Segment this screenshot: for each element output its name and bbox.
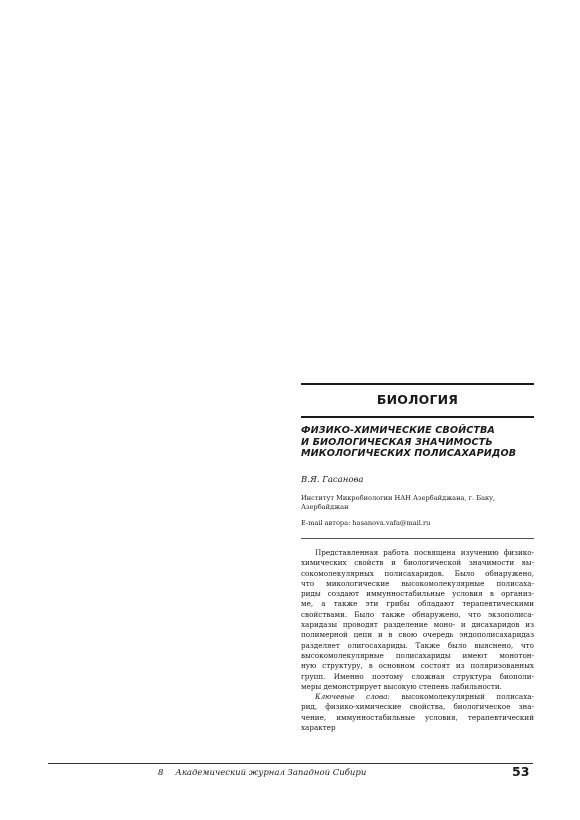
keywords-line bbox=[301, 692, 534, 702]
abstract-line: меры демонстрирует высокую степень лабильности. bbox=[301, 681, 502, 691]
abstract-line: высокомолекулярные полисахариды имеют монотон- bbox=[301, 650, 534, 660]
abstract-line: групп. Именно поэтому сложная структура биополи- bbox=[301, 671, 534, 681]
footer-journal-name: Академический журнал Западной Сибири bbox=[175, 768, 367, 778]
author-name: В.Я. Гасанова bbox=[301, 475, 364, 485]
abstract-line: химических свойств и биологической значимости вы- bbox=[301, 558, 534, 568]
footer-issue: 8 bbox=[158, 768, 164, 778]
section-heading: БИОЛОГИЯ bbox=[376, 392, 459, 407]
abstract-line: свойствами. Было также обнаружено, что экзополиса- bbox=[301, 609, 534, 619]
article-title bbox=[301, 425, 541, 460]
title-line: МИКОЛОГИЧЕСКИХ ПОЛИСАХАРИДОВ bbox=[301, 448, 517, 459]
abstract-rule bbox=[301, 538, 534, 539]
page-number: 53 bbox=[512, 764, 530, 779]
title-line: И БИОЛОГИЧЕСКАЯ ЗНАЧИМОСТЬ bbox=[301, 436, 493, 448]
keywords-line: характер bbox=[301, 723, 336, 733]
section-rule-bottom bbox=[301, 416, 534, 418]
abstract-line: полимерной цепи и в свою очередь эндополисахаридаз bbox=[301, 630, 534, 640]
affiliation-line: Азербайджан bbox=[301, 503, 349, 511]
section-rule-top bbox=[301, 383, 534, 385]
abstract-line: риды создают иммунностабильные условия в организ- bbox=[301, 589, 534, 599]
abstract-line: разделяет олигосахариды. Также было выяснено, что bbox=[301, 640, 534, 650]
abstract-line: харидазы проводят разделение моно- и дисахаридов из bbox=[301, 620, 534, 630]
keywords-line: рид, физико-химические свойства, биологическое зна- bbox=[301, 702, 534, 712]
affiliation-line: Институт Микробиологии НАН Азербайджана, г. Баку, bbox=[301, 494, 496, 502]
abstract-line: Представленная работа посвящена изучению физико- bbox=[315, 548, 534, 557]
author-email: E-mail автора: hasanova.vafa@mail.ru bbox=[301, 519, 431, 527]
abstract-line: сокомолекулярных полисахаридов. Было обнаружено, bbox=[301, 568, 534, 578]
keywords-line: чение, иммунностабильные условия, терапевтический bbox=[301, 712, 534, 722]
keywords-label: Ключевые слова: bbox=[315, 692, 390, 702]
footer-rule bbox=[48, 763, 533, 764]
footer-journal bbox=[158, 768, 366, 778]
abstract-line: ную структуру, в основном состоят из поляризованных bbox=[301, 661, 534, 671]
affiliation bbox=[301, 494, 495, 512]
abstract-line: что микологические высокомолекулярные полисаха- bbox=[301, 578, 534, 588]
title-line: ФИЗИКО-ХИМИЧЕСКИЕ СВОЙСТВА bbox=[301, 425, 495, 436]
abstract bbox=[301, 548, 534, 733]
abstract-line: ме, а также эти грибы обладают терапевтическими bbox=[301, 599, 534, 609]
keywords-text: высокомолекулярный полисаха- bbox=[401, 692, 534, 702]
